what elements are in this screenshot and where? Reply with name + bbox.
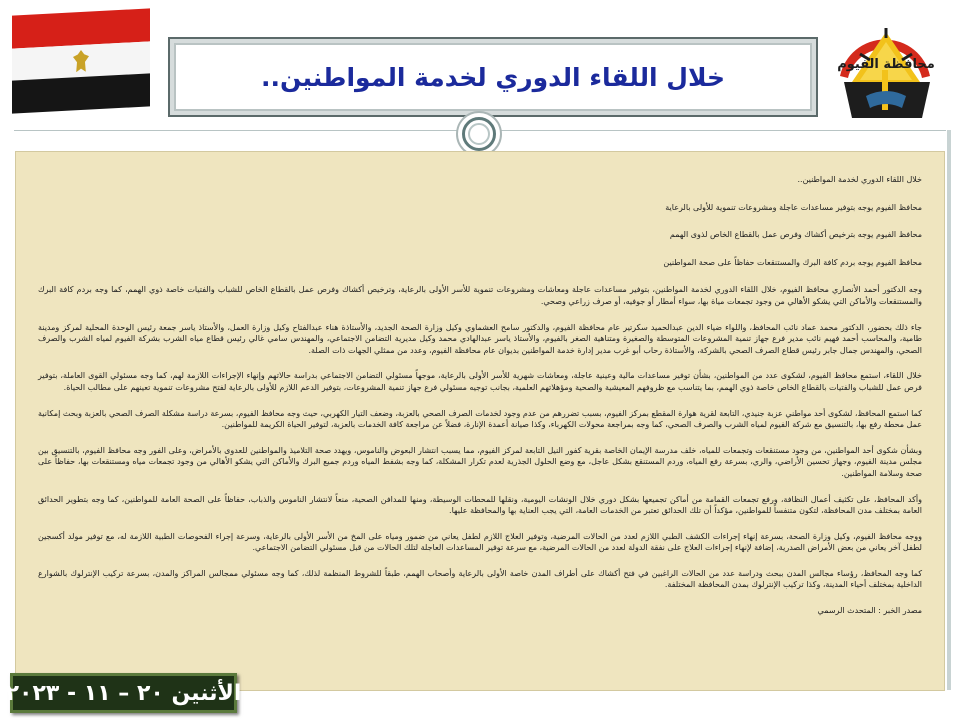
article-headline: محافظ الفيوم يوجه بترخيص أكشاك وفرص عمل بالقطاع الخاص لذوى الهمم xyxy=(669,230,922,240)
page-title: خلال اللقاء الدوري لخدمة المواطنين.. xyxy=(261,62,725,92)
title-frame xyxy=(168,37,818,117)
article-headline: محافظ الفيوم يوجه بتوفير مساعدات عاجلة ومشروعات تنموية للأولى بالرعاية xyxy=(665,202,922,212)
article-paragraph: خلال اللقاء، استمع محافظ الفيوم، لشكوى عدد من المواطنين، بشأن توفير مساعدات مالية وعينية عاجلة، ومعاشات شهرية للأسر الأولى بالرعاية، موجهاً مسئولي التضامن الاجتماعي بدراسة حالاتهم وإنهاء الإجراءات اللازمة لهم، كما وجه مسئولي القوى العاملة، بتوفير فرص عمل للشباب والفتيات بالقطاع الخاص خاصة ذوي الهمم، بما يتناسب مع ظروفهم المعيشية والصحية ومؤهلاتهم العلمية، بجانب توجيه مسئولي فرع جهاز تنمية المشروعات، بتوفير الدعم اللازم للأولى بالرعاية لفتح مشروعات تنموية تعينهم على مطالب الحياة. xyxy=(38,371,922,392)
flag-black-band xyxy=(12,74,150,114)
article-paragraph: كما وجه المحافظ، رؤساء مجالس المدن ببحث ودراسة عدد من الحالات الراغبين في فتح أكشاك على أطراف المدن خاصة الأولى بالرعاية وأصحاب الهمم، طبقاً للشروط المنظمة لذلك، كما وجه مسئولي ممجالس المراكز والمدن، بسرعة تركيب الإنترلوك بالشوارع الداخلية بمختلف أحياء المدينة، وكذا تركيب الإنترلوك بمدن المحافظة المختلفة. xyxy=(38,568,922,590)
article-headline: محافظ الفيوم يوجه بردم كافة البرك والمستنقعات حفاظاً على صحة المواطنين xyxy=(663,257,922,267)
article-paragraph: وجه الدكتور أحمد الأنصاري محافظ الفيوم، خلال اللقاء الدوري لخدمة المواطنين، بتوفير مساعدات عاجلة ومعاشات ومشروعات تنموية للأسر الأولى بالرعاية، وترخيص أكشاك وفرص عمل بالقطاع الخاص للشباب والفتيات خاصة ذوي الهمم، كما وجه بردم كافة البرك والمستنقعات والأماكن التي يشكو الأهالي من وجود تجمعات مياة بها، سواء أمطار أو جوفيه، أو صرف زراعي وصحي. xyxy=(38,285,922,306)
article-paragraph: وبشأن شكوى أحد المواطنين، من وجود مستنقعات وتجمعات للمياه، خلف مدرسة الإيمان الخاصة بقرية كفور النيل التابعة لمركز الفيوم، مما يسبب انتشار البعوض والناموس، ويهدد صحة التلاميذ والمواطنين للعدوى بالأمراض، وعلى الفور وجه محافظ الفيوم، بالتنسيق بين مجلس مدينة الفيوم، وجهاز تحسين الأراضي، والري، بسرعة رفع المياه، وردم المستنقع بشكل عاجل، مع وضع الحلول الجذرية لعدم تكرار المشكلة، كما وجه بشفط المياه وردم جميع البرك والأماكن التي يشكو الأهالي من وجود تجمعات مياه ومستنقعات بها، حفاظاً على صحة وسلامة المواطنين. xyxy=(38,445,922,478)
logo-text: محافظة الفيوم xyxy=(837,57,935,72)
title-inner xyxy=(174,43,812,111)
article-paragraph: وأكد المحافظ، على تكثيف أعمال النظافة، ورفع تجمعات القمامة من أماكن تجميعها بشكل دوري خلال الونشات اليومية، ونقلها للمحطات الوسيطة، ومنها للمدافن الصحية، منعاً لانتشار الناموس والذباب، حفاظاً على الصحة العامة للمواطنين، كما وجه بتطوير الحدائق العامة بمختلف مدن المحافظة، لتكون متنفساً للمواطنين، مؤكداً أن تلك الحدائق تعتبر من الخدمات العامة، التي يجب العناية بها والمحافظة عليها. xyxy=(38,494,922,516)
date-badge xyxy=(5,673,242,713)
article-source: مصدر الخبر : المتحدث الرسمي xyxy=(817,606,922,616)
article-paragraph: ووجه محافظ الفيوم، وكيل وزارة الصحة، بسرعة إنهاء إجراءات الكشف الطبي اللازم لعدد من الحالات المرضية، وتوفير العلاج اللازم لطفل يعاني من ضمور ومياه على المخ من الأسر الأولى بالرعاية، وسرعة إجراء الفحوصات الطبية اللازمة له، مع توفير مولد أكسجين لطفل آخر يعاني من بعض الأمراض الصدرية، إضافة لإنهاء إجراءات العلاج على نفقة الدولة لعدد من الحالات المرضية، مع سرعة توفير المساعدات العاجلة لتلك الحالات من قبل مسئولي التضامن الاجتماعي. xyxy=(38,531,922,553)
article-body xyxy=(15,151,945,691)
eagle-emblem-icon xyxy=(73,50,89,73)
article-paragraph: جاء ذلك بحضور، الدكتور محمد عماد نائب المحافظ، واللواء ضياء الدين عبدالحميد سكرتير عام محافظة الفيوم، والدكتور سامح العشماوي وكيل وزارة الصحة الجديد، والأستاذة هناء عبدالفتاح وكيل وزارة العمل، والأستاذ ياسر جمعة رئيس الوحدة المحلية لمركز ومدينة طامية، والمحاسب أحمد فهيم نائب مدير فرع جهاز تنمية المشروعات المتوسطة والصغيرة ومتناهية الصغر بالفيوم، والأستاذ ياسر عبدالهادي محمد وكيل مديرية التضامن الاجتماعي، والمهندس سامي غالي رئيس قطاع مياه الشرب بشركة الفيوم لمياه الشرب والصرف الصحي، والمهندس جمال جابر رئيس قطاع الصرف الصحي بالشركة، والأستاذة رحاب أبو غرب مدير إدارة خدمة المواطنين بديوان عام محافظة الفيوم، وعدد من ممثلي الجهات ذات الصلة. xyxy=(38,322,922,355)
egypt-flag-icon xyxy=(12,8,150,113)
article-paragraph: كما استمع المحافظ، لشكوى أحد مواطني عزبة جنيدي، التابعة لقرية هوارة المقطع بمركز الفيوم، بسبب تضررهم من عدم وجود لخدمات الصرف الصحي بالعزبة، وضعف التيار الكهربي، حيث وجه محافظ الفيوم، بسرعة دراسة مشكلة الصرف الصحي بالعزبة وبحث إمكانية عمل محطة رفع بها، بالتنسيق مع شركة الفيوم لمياه الشرب والصرف الصحي، كما وجه بمراجعة محولات الكهرباء، وكذا صيانة أعمدة الإنارة، فضلاً عن مراجعة كافة الخدمات بالعزبة، لتوفير الحياة الكريمة للمواطنين. xyxy=(38,408,922,430)
article-paragraph: خلال اللقاء الدوري لخدمة المواطنين.. xyxy=(797,175,922,184)
right-edge-bar xyxy=(947,130,951,690)
governorate-logo-icon xyxy=(830,18,942,122)
date-text: الأثنين ٢٠ – ١١ - ٢٠٢٣ xyxy=(5,680,242,706)
